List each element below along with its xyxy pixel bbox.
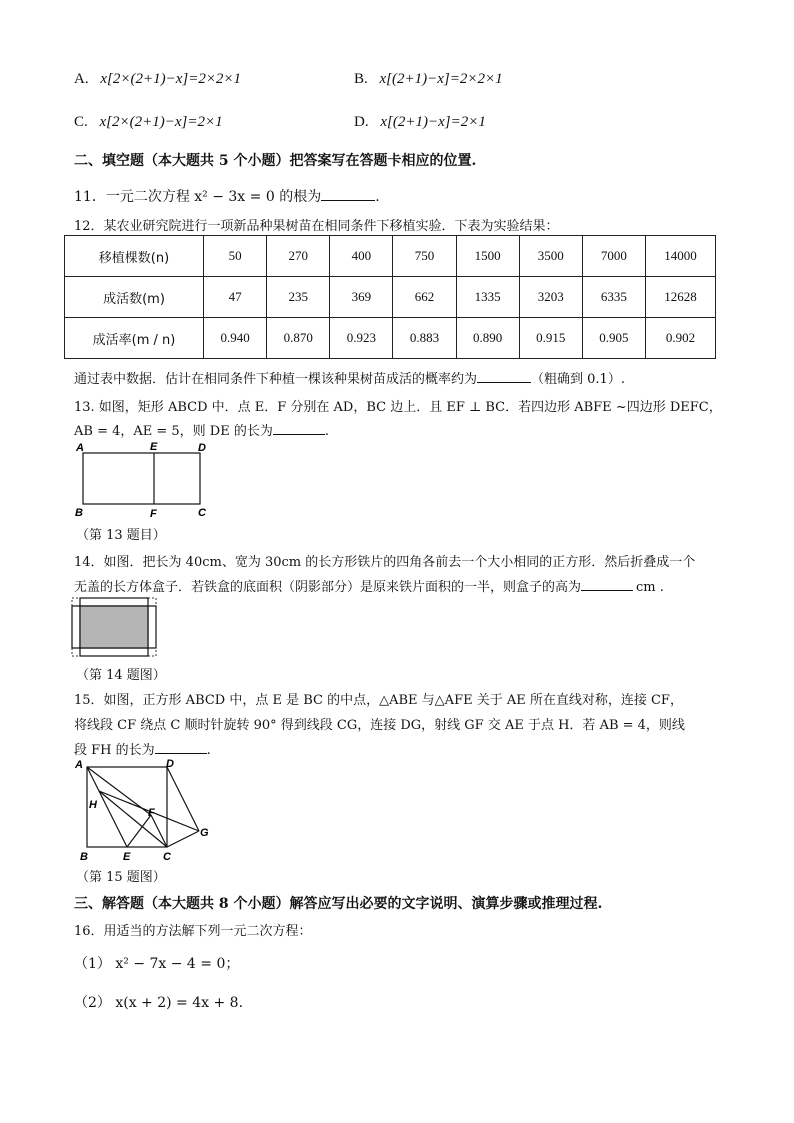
table-cell: 662 (393, 277, 456, 318)
label-b: B (80, 851, 88, 863)
table-cell: 750 (393, 236, 456, 277)
table-row (65, 318, 716, 359)
table-cell: 50 (204, 236, 267, 277)
segment-cf (151, 815, 167, 847)
option-d (354, 114, 486, 131)
option-c-label: C. (74, 114, 88, 130)
question-12-text: 12．某农业研究院进行一项新品种果树苗在相同条件下移植实验．下表为实验结果： (74, 219, 559, 234)
q16-text: 16．用适当的方法解下列一元二次方程： (74, 924, 312, 939)
q13-answer-blank (273, 434, 325, 435)
option-d-label: D. (354, 114, 369, 130)
q12-after-b: （粗确到 0.1）. (531, 372, 625, 387)
q15-line3-b: . (206, 743, 211, 758)
question-11 (74, 186, 380, 206)
label-f: F (150, 508, 157, 520)
table-cell: 12628 (645, 277, 715, 318)
table-cell: 270 (267, 236, 330, 277)
q14-line1: 14．如图．把长为 40cm、宽为 30cm 的长方形铁片的四角各前去一个大小相同的正方形．然后折叠成一个 (74, 555, 696, 570)
table-cell: 14000 (645, 236, 715, 277)
table-cell: 0.870 (267, 318, 330, 359)
q15-line3-a: 段 FH 的长为 (74, 743, 155, 758)
q15-line2: 将线段 CF 绕点 C 顺时针旋转 90° 得到线段 CG，连接 DG，射线 GF 交 AE 于点 H．若 AB = 4，则线 (74, 718, 685, 733)
q12-after-a: 通过表中数据．估计在相同条件下种植一棵该种果树苗成活的概率约为 (74, 372, 478, 387)
segment-cg (167, 831, 199, 847)
label-b: B (75, 507, 83, 519)
q16-part-1: （1） x² − 7x − 4 = 0； (74, 956, 240, 972)
q11-answer-blank (321, 200, 375, 201)
label-e: E (150, 441, 158, 453)
label-c: C (163, 851, 171, 863)
q13-line2-a: AB = 4，AE = 5，则 DE 的长为 (74, 424, 273, 439)
table-cell: 0.883 (393, 318, 456, 359)
table-row (65, 277, 716, 318)
table-cell: 47 (204, 277, 267, 318)
option-c (74, 114, 223, 131)
q13-line2-b: . (324, 424, 329, 439)
table-cell: 369 (330, 277, 393, 318)
q12-answer-blank (477, 382, 531, 383)
caption-14: （第 14 题图） (76, 668, 166, 683)
figure-14 (70, 596, 166, 660)
table-cell: 0.940 (204, 318, 267, 359)
q13-line1: 13. 如图，矩形 ABCD 中．点 E．F 分别在 AD，BC 边上．且 EF ⊥ BC．若四边形 ABFE ~四边形 DEFC， (74, 400, 722, 415)
table-cell: 0.905 (582, 318, 645, 359)
square-abcd (87, 767, 167, 847)
table-cell: 1500 (456, 236, 519, 277)
table-cell: 6335 (582, 277, 645, 318)
row-header: 成活率(m / n) (65, 318, 204, 359)
q11-text: 11．一元二次方程 x² − 3x = 0 的根为 (74, 189, 322, 205)
option-a (74, 71, 241, 88)
option-b-label: B. (354, 71, 368, 87)
q14-line2-b: cm . (636, 580, 664, 595)
q14-line2-a: 无盖的长方体盒子．若铁盒的底面积（阴影部分）是原来铁片面积的一半，则盒子的高为 (74, 580, 582, 595)
label-e: E (123, 851, 131, 863)
row-header: 成活数(m) (65, 277, 204, 318)
label-f: F (148, 807, 155, 819)
label-d: D (166, 758, 174, 770)
table-cell: 3500 (519, 236, 582, 277)
label-a: A (76, 442, 84, 454)
q15-line1: 15．如图，正方形 ABCD 中，点 E 是 BC 的中点，△ABE 与△AFE 关于 AE 所在直线对称，连接 CF， (74, 693, 683, 708)
table-cell: 7000 (582, 236, 645, 277)
section-3-title: 三、解答题（本大题共 8 个小题）解答应写出必要的文字说明、演算步骤或推理过程. (74, 896, 603, 912)
label-h: H (89, 799, 97, 811)
label-a: A (75, 759, 83, 771)
figure-13 (70, 440, 220, 520)
q14-line2 (74, 576, 664, 595)
row-header: 移植棵数(n) (65, 236, 204, 277)
option-a-expr: x[2×(2+1)−x]=2×2×1 (100, 71, 242, 87)
q15-line3 (74, 739, 211, 758)
section-2-title: 二、填空题（本大题共 5 个小题）把答案写在答题卡相应的位置. (74, 153, 477, 169)
option-b-expr: x[(2+1)−x]=2×2×1 (379, 71, 503, 87)
table-row (65, 236, 716, 277)
caption-13: （第 13 题目） (76, 528, 166, 543)
q11-end: . (375, 189, 380, 205)
table-cell: 1335 (456, 277, 519, 318)
option-b (354, 71, 503, 88)
table-cell: 0.902 (645, 318, 715, 359)
table-cell: 0.890 (456, 318, 519, 359)
q15-answer-blank (155, 753, 207, 754)
label-c: C (198, 507, 206, 519)
label-d: D (198, 442, 206, 454)
rectangle-abcd (83, 453, 200, 504)
table-cell: 400 (330, 236, 393, 277)
shaded-base (80, 606, 148, 648)
q14-answer-blank (581, 590, 633, 591)
option-a-label: A. (74, 71, 89, 87)
table-cell: 235 (267, 277, 330, 318)
label-g: G (200, 827, 209, 839)
q13-line2 (74, 420, 329, 439)
results-table (64, 235, 716, 359)
option-c-expr: x[2×(2+1)−x]=2×1 (99, 114, 223, 130)
figure-15 (72, 758, 222, 864)
q16-part-2: （2） x(x + 2) = 4x + 8. (74, 995, 244, 1011)
table-cell: 3203 (519, 277, 582, 318)
caption-15: （第 15 题图） (76, 870, 166, 885)
q12-after (74, 368, 625, 387)
table-cell: 0.923 (330, 318, 393, 359)
option-d-expr: x[(2+1)−x]=2×1 (380, 114, 486, 130)
table-cell: 0.915 (519, 318, 582, 359)
segment-dg (167, 767, 199, 831)
